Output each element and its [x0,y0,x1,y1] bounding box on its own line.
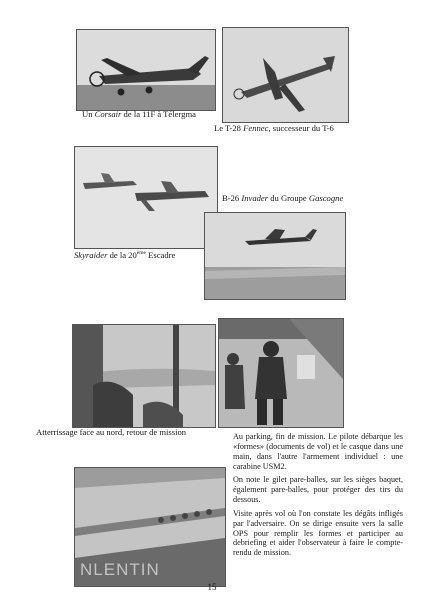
photo-skyraider [74,146,218,249]
paragraph: On note le gilet pare-balles, sur les sièges baquet, également pare-balles, pour protéger des tirs du dessous. [233,475,403,505]
photo-b26 [204,212,346,300]
photo-t28 [222,27,349,123]
page-number: 15 [207,582,217,592]
caption-skyraider-pre: de la 20 [107,250,137,260]
caption-b26 [222,194,343,204]
parking-illustration [219,319,343,427]
caption-corsair-pre: Un [82,109,95,119]
caption-b26-mid: du Groupe [268,193,309,203]
skyraider-illustration [75,147,217,248]
caption-landing [36,428,186,438]
photo-corsair [76,29,216,111]
caption-b26-em2: Gascogne [308,193,344,203]
caption-skyraider [74,251,175,261]
b26-illustration [205,213,345,299]
caption-t28-pre: Le T-28 [214,123,244,133]
caption-corsair-post: de la 11F à Télergma [121,109,196,119]
t28-illustration [223,28,348,122]
caption-b26-em: Invader [241,193,269,203]
watermark: NLENTIN [80,560,160,579]
caption-landing-text: Atterrissage face au nord, retour de mission [36,427,187,437]
paragraph: Visite après vol où l'on constate les dégâts infligés par l'adversaire. On se dirige ensuite vers la salle OPS pour remplir les formes et participer au debriefing et aider l'observateur à faire le compte-rendu de mission. [233,508,403,558]
photo-parking [218,318,344,428]
caption-b26-pre: B-26 [222,193,242,203]
landing-illustration [73,325,215,427]
corsair-illustration [77,30,215,110]
caption-skyraider-post: Escadre [145,250,176,260]
caption-t28-post: , successeur du T-6 [268,123,334,133]
caption-t28-em: Fennec [243,123,269,133]
paragraph: Au parking, fin de mission. Le pilote débarque les «formes» (documents de vol) et le casque dans une main, dans l'autre l'armement individuel : une carabine USM2. [233,432,403,471]
caption-corsair-em: Corsair [94,109,122,119]
body-text [233,432,403,562]
caption-skyraider-em: Skyraider [74,250,108,260]
caption-t28 [214,124,334,134]
caption-skyraider-sup: ème [136,250,146,257]
caption-corsair [82,110,196,120]
photo-landing [72,324,216,428]
